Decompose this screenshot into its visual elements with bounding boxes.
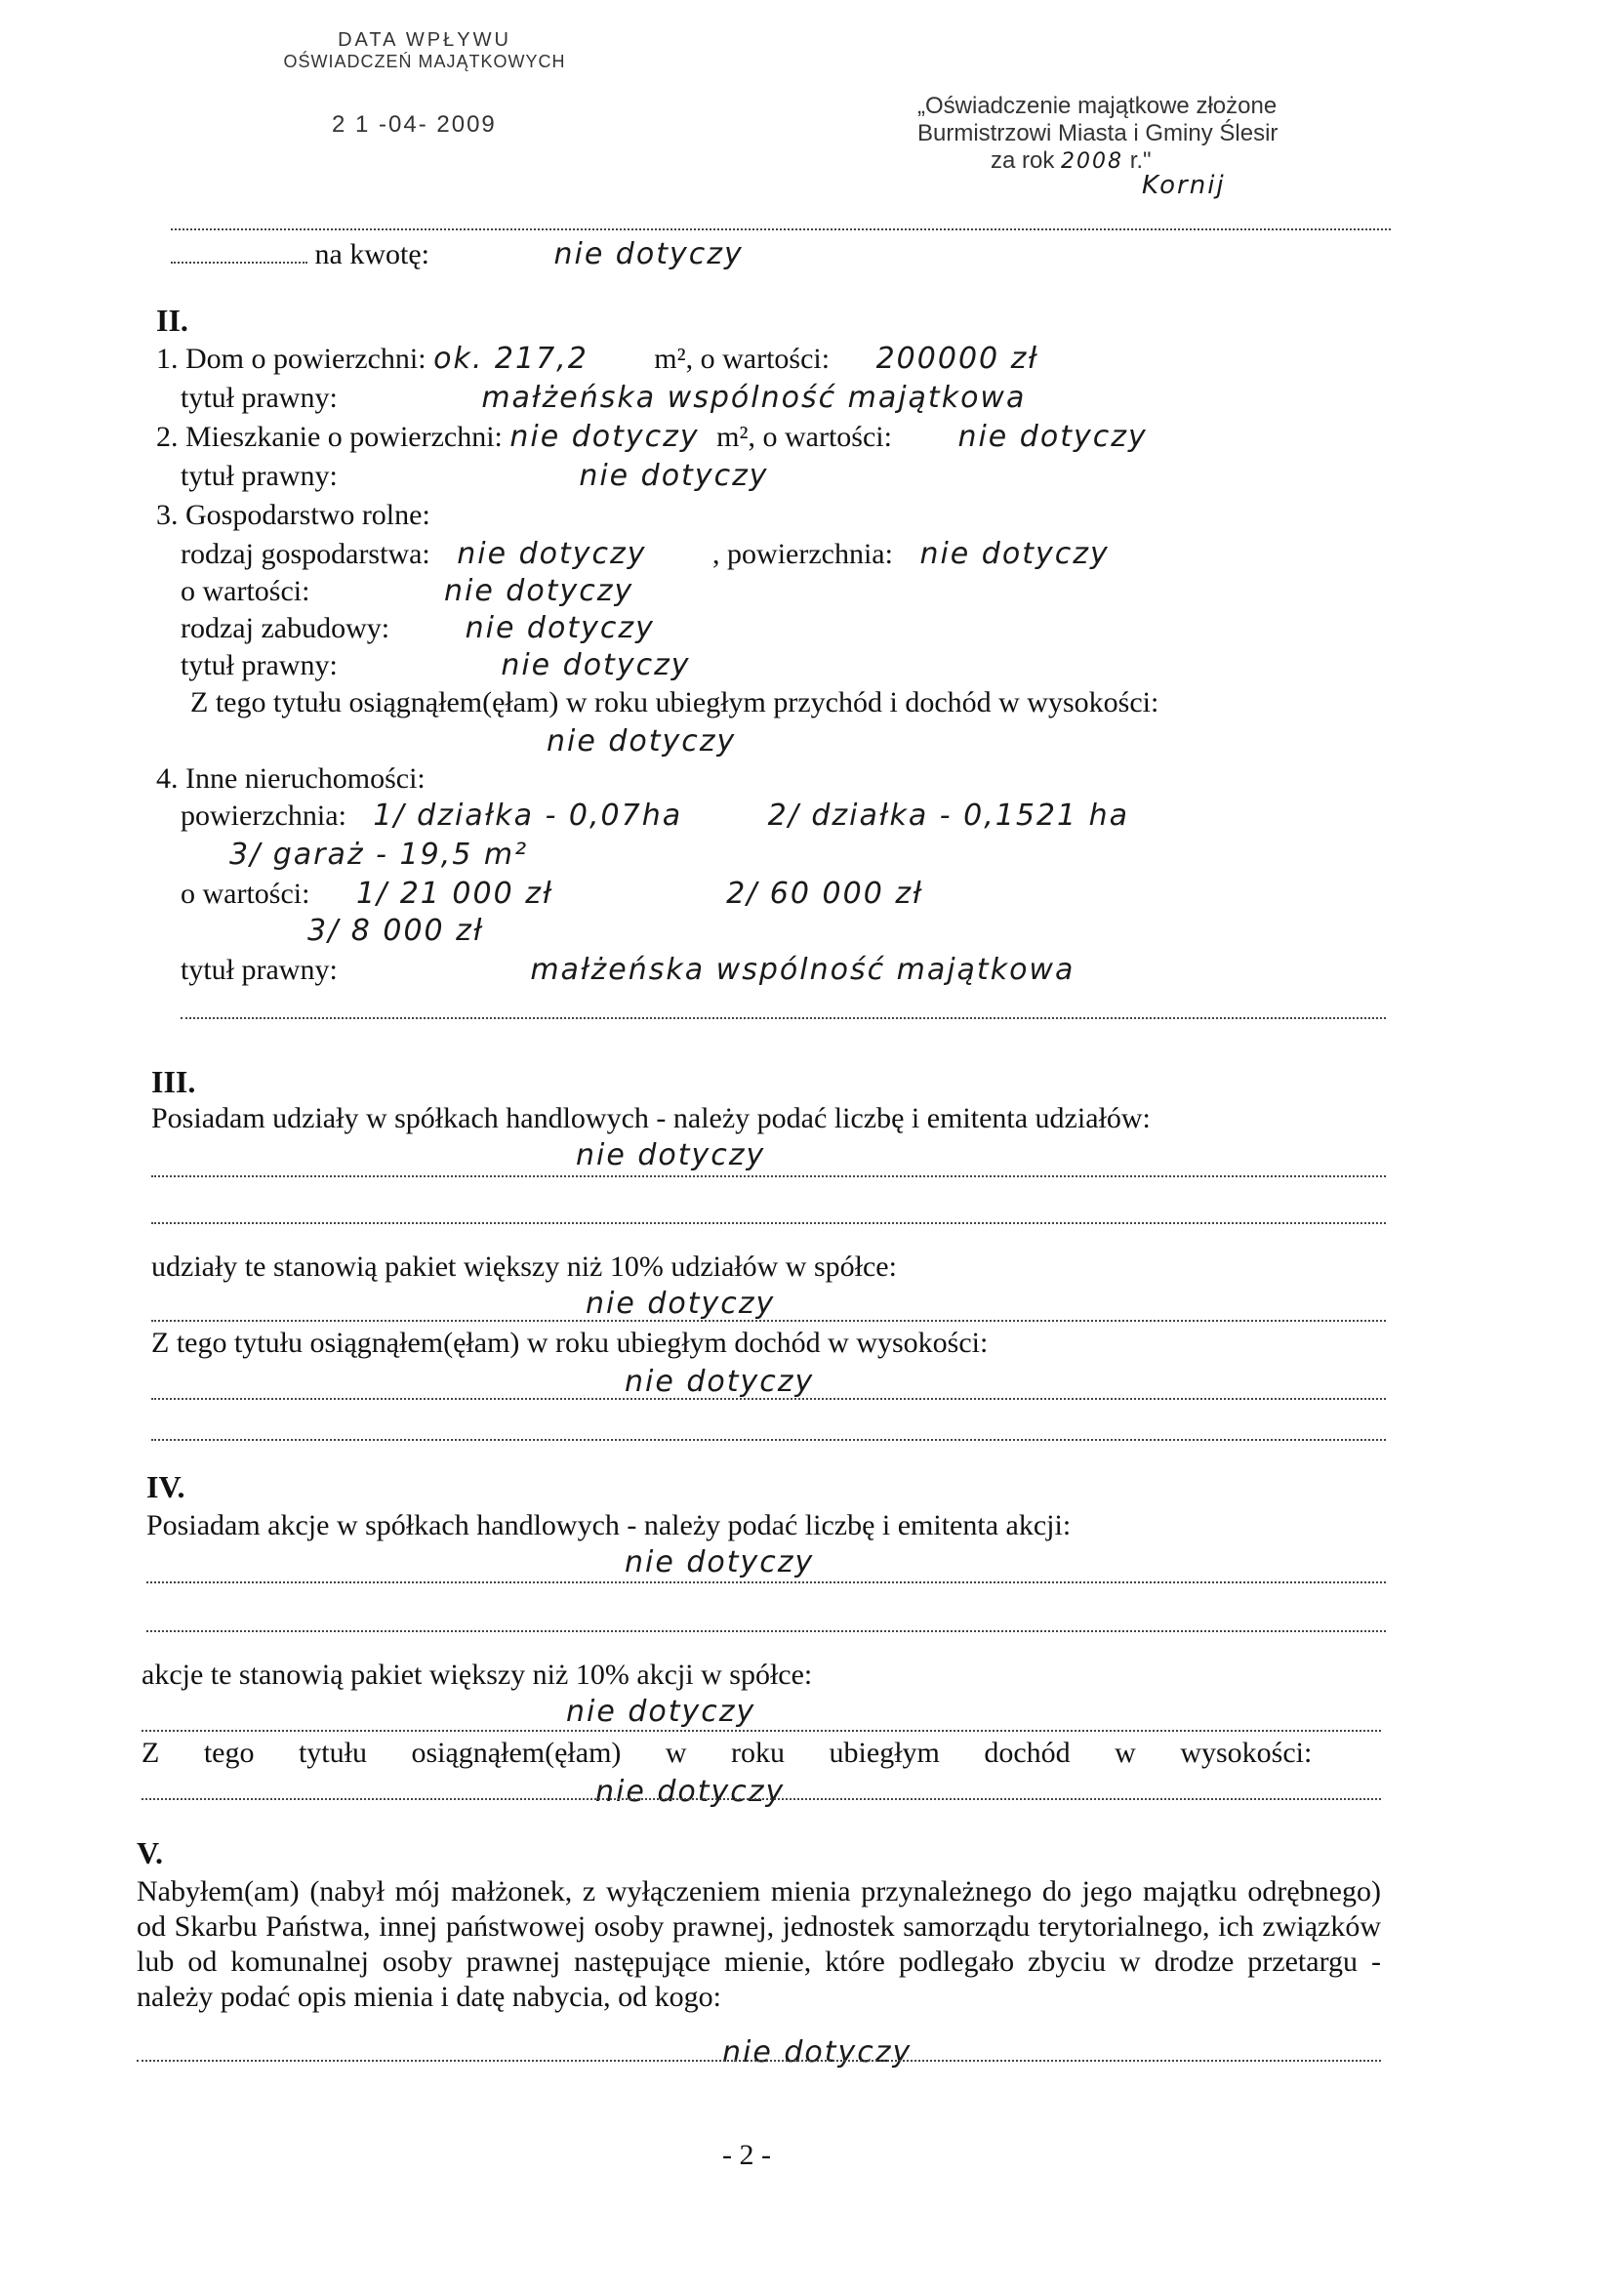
section-3-heading: III.: [151, 1064, 196, 1099]
top-rule: [171, 226, 1391, 230]
farm-area: nie dotyczy: [919, 537, 1110, 571]
header-note-line-1: „Oświadczenie majątkowe złożone: [917, 93, 1278, 119]
area-label: powierzchnia:: [181, 800, 346, 832]
flat-area: nie dotyczy: [509, 420, 700, 454]
header-note-year-suffix: r.": [1129, 147, 1152, 174]
house-title-label: tytuł prawny:: [181, 382, 338, 414]
header-note-line-2: Burmistrzowi Miasta i Gminy Ślesir: [917, 120, 1279, 146]
area-2: 2/ działka - 0,1521 ha: [767, 799, 1130, 833]
shares-text: Posiadam udziały w spółkach handlowych - należy podać liczbę i emitenta udziałów:: [151, 1102, 1151, 1134]
section-5-heading: V.: [137, 1835, 163, 1870]
flat-title: nie dotyczy: [579, 459, 769, 493]
farm-build: nie dotyczy: [465, 611, 655, 645]
farm-area-label: , powierzchnia:: [712, 538, 893, 570]
farm-value: nie dotyczy: [443, 574, 634, 608]
amount-label: na kwotę:: [314, 238, 429, 270]
stamp-line-2: OŚWIADCZEŃ MAJĄTKOWYCH: [283, 52, 566, 71]
stocks-income-text: Z tego tytułu osiągnąłem(ęłam) w roku ubiegłym dochód w wysokości:: [142, 1737, 1313, 1769]
amount-value: nie dotyczy: [553, 237, 744, 271]
house-title: małżeńska wspólność majątkowa: [481, 381, 1027, 415]
shares-income-text: Z tego tytułu osiągnąłem(ęłam) w roku ubiegłym dochód w wysokości:: [151, 1327, 989, 1359]
value-label: o wartości:: [181, 878, 310, 910]
farm-build-label: rodzaj zabudowy:: [181, 612, 390, 644]
farm-type: nie dotyczy: [457, 537, 647, 571]
house-unit: m², o wartości:: [654, 343, 831, 375]
other-title-label: tytuł prawny:: [181, 954, 338, 986]
received-stamp: [264, 29, 586, 139]
other-title: małżeńska wspólność majątkowa: [530, 953, 1076, 987]
farm-type-label: rodzaj gospodarstwa:: [181, 538, 430, 570]
shares-income-answer: nie dotyczy: [625, 1365, 815, 1399]
stamp-date: 2 1 -04- 2009: [332, 111, 497, 138]
header-note: [917, 93, 1308, 199]
farm-label: 3. Gospodarstwo rolne:: [156, 499, 430, 531]
house-value: 200000 zł: [875, 342, 1039, 376]
farm-income-text: Z tego tytułu osiągnąłem(ęłam) w roku ubiegłym przychód i dochód w wysokości:: [190, 686, 1159, 718]
header-note-year: 2008: [1061, 149, 1124, 174]
stocks-income-answer: nie dotyczy: [595, 1775, 786, 1809]
stocks-text: Posiadam akcje w spółkach handlowych - należy podać liczbę i emitenta akcji:: [146, 1509, 1072, 1541]
farm-value-label: o wartości:: [181, 575, 310, 607]
acquisition-answer: nie dotyczy: [722, 2035, 913, 2070]
farm-income: nie dotyczy: [547, 724, 737, 758]
house-area: ok. 217,2: [433, 342, 589, 376]
flat-label: 2. Mieszkanie o powierzchni:: [156, 421, 503, 453]
farm-title: nie dotyczy: [501, 648, 691, 682]
section-2-heading: II.: [156, 303, 188, 338]
house-label: 1. Dom o powierzchni:: [156, 343, 426, 375]
stocks-packet-text: akcje te stanowią pakiet większy niż 10% akcji w spółce:: [142, 1659, 813, 1691]
stamp-line-1: DATA WPŁYWU: [338, 29, 511, 51]
flat-unit: m², o wartości:: [716, 421, 892, 453]
section-4-heading: IV.: [146, 1469, 185, 1504]
area-3: 3/ garaż - 19,5 m²: [229, 838, 529, 872]
shares-packet-answer: nie dotyczy: [586, 1287, 776, 1321]
value-2: 2/ 60 000 zł: [726, 877, 923, 911]
shares-packet-text: udziały te stanowią pakiet większy niż 10% udziałów w spółce:: [151, 1250, 897, 1283]
header-note-year-prefix: za rok: [991, 147, 1055, 174]
farm-title-label: tytuł prawny:: [181, 649, 338, 681]
acquisition-text: Nabyłem(am) (nabył mój małżonek, z wyłączeniem mienia przynależnego do jego majątku odrębnego) od Skarbu Państwa, innej państwowej osoby prawnej, jednostek samorządu terytorialnego, ich związków lub od komunalnej osoby prawnej następujące mienie, które podlegało zbyciu w drodze przetargu - należy podać opis mienia i datę nabycia, od kogo:: [137, 1875, 1381, 2013]
signature: Kornij: [1142, 171, 1226, 200]
shares-answer: nie dotyczy: [576, 1138, 766, 1172]
flat-title-label: tytuł prawny:: [181, 460, 338, 492]
flat-value: nie dotyczy: [957, 420, 1148, 454]
stocks-answer: nie dotyczy: [625, 1545, 815, 1579]
value-3: 3/ 8 000 zł: [307, 914, 484, 948]
page-number: - 2 -: [722, 2139, 771, 2171]
stocks-packet-answer: nie dotyczy: [566, 1695, 756, 1729]
other-property-label: 4. Inne nieruchomości:: [156, 762, 426, 795]
area-1: 1/ działka - 0,07ha: [373, 799, 683, 833]
value-1: 1/ 21 000 zł: [355, 877, 553, 911]
